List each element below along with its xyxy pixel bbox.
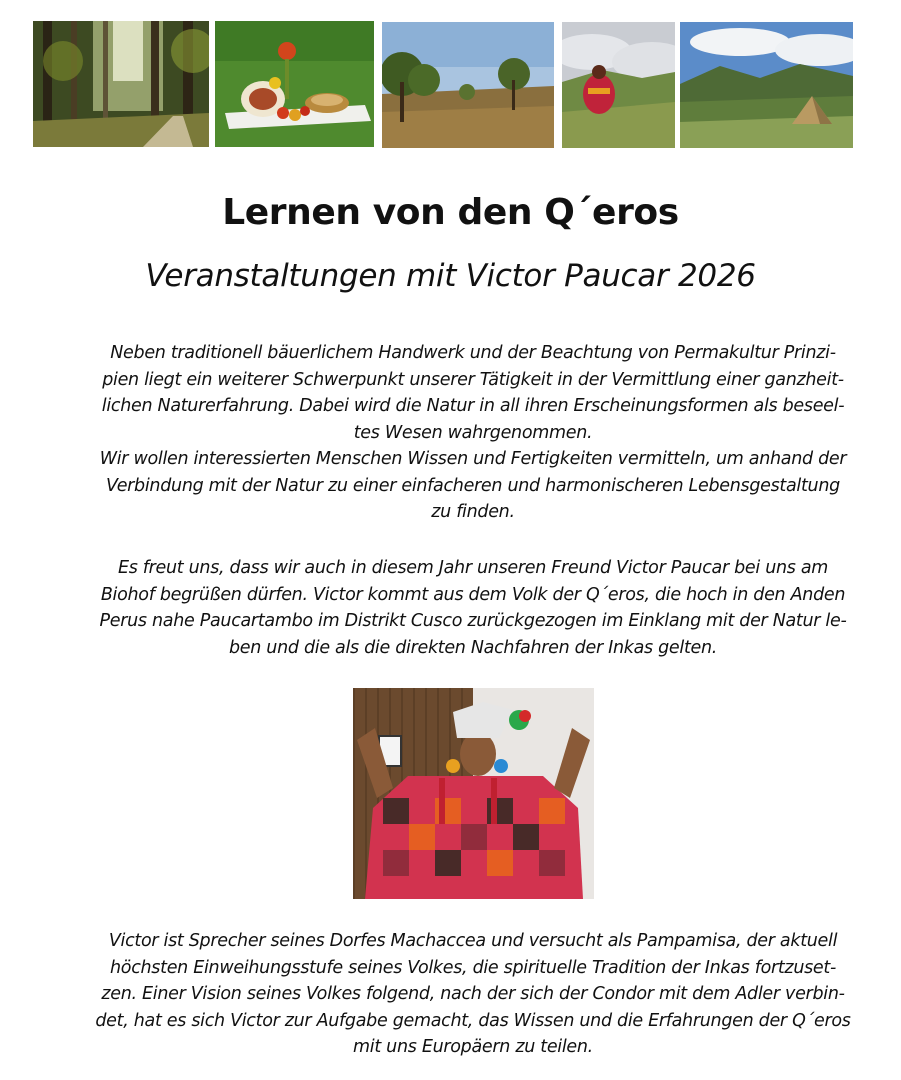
text-line: Victor ist Sprecher seines Dorfes Machaccea und versucht als Pampamisa, der aktuell [108,931,838,951]
text-line: Biohof begrüßen dürfen. Victor kommt aus dem Volk der Q´eros, die hoch in den Anden [100,584,846,605]
text-line: höchsten Einweihungsstufe seines Volkes, die spirituelle Tradition der Inkas fortzuset- [110,957,836,978]
forest-photo [33,21,209,147]
meadow-trees-photo [382,22,554,148]
page-subtitle: Veranstaltungen mit Victor Paucar 2026 [145,258,756,294]
text-line: Perus nahe Paucartambo im Distrikt Cusco zurückgezogen im Einklang mit der Natur le- [99,611,847,631]
text-line: det, hat es sich Victor zur Aufgabe gemacht, das Wissen und die Erfahrungen der Q´eros [95,1010,851,1031]
text-line: mit uns Europäern zu teilen. [353,1037,593,1057]
text-line: pien liegt ein weiterer Schwerpunkt unserer Tätigkeit in der Vermittlung einer ganzheit- [102,369,844,390]
page-title: Lernen von den Q´eros [222,192,679,233]
text-line: tes Wesen wahrgenommen. [353,422,593,443]
text-line: Verbindung mit der Natur zu einer einfacheren und harmonischeren Lebensgestaltung [106,475,840,496]
andean-woman-photo [562,22,675,148]
text-line: ben und die als die direkten Nachfahren der Inkas gelten. [228,637,718,658]
text-line: zen. Einer Vision seines Volkes folgend, nach der sich der Condor mit dem Adler verbin- [101,984,845,1004]
intro-paragraph [70,340,876,526]
text-line: zu finden. [431,502,515,522]
andes-valley-photo [680,22,853,148]
text-line: Wir wollen interessierten Menschen Wissen und Fertigkeiten vermitteln, um anhand der [99,449,847,469]
harvest-offering-photo [215,21,374,147]
victor-portrait-photo [353,688,594,899]
about-paragraph [70,928,876,1061]
welcome-paragraph [70,555,876,661]
text-line: Es freut uns, dass wir auch in diesem Jahr unseren Freund Victor Paucar bei uns am [117,558,829,578]
text-line: Neben traditionell bäuerlichem Handwerk und der Beachtung von Permakultur Prinzi- [110,343,836,363]
text-line: lichen Naturerfahrung. Dabei wird die Natur in all ihren Erscheinungsformen als beseel- [101,396,845,416]
